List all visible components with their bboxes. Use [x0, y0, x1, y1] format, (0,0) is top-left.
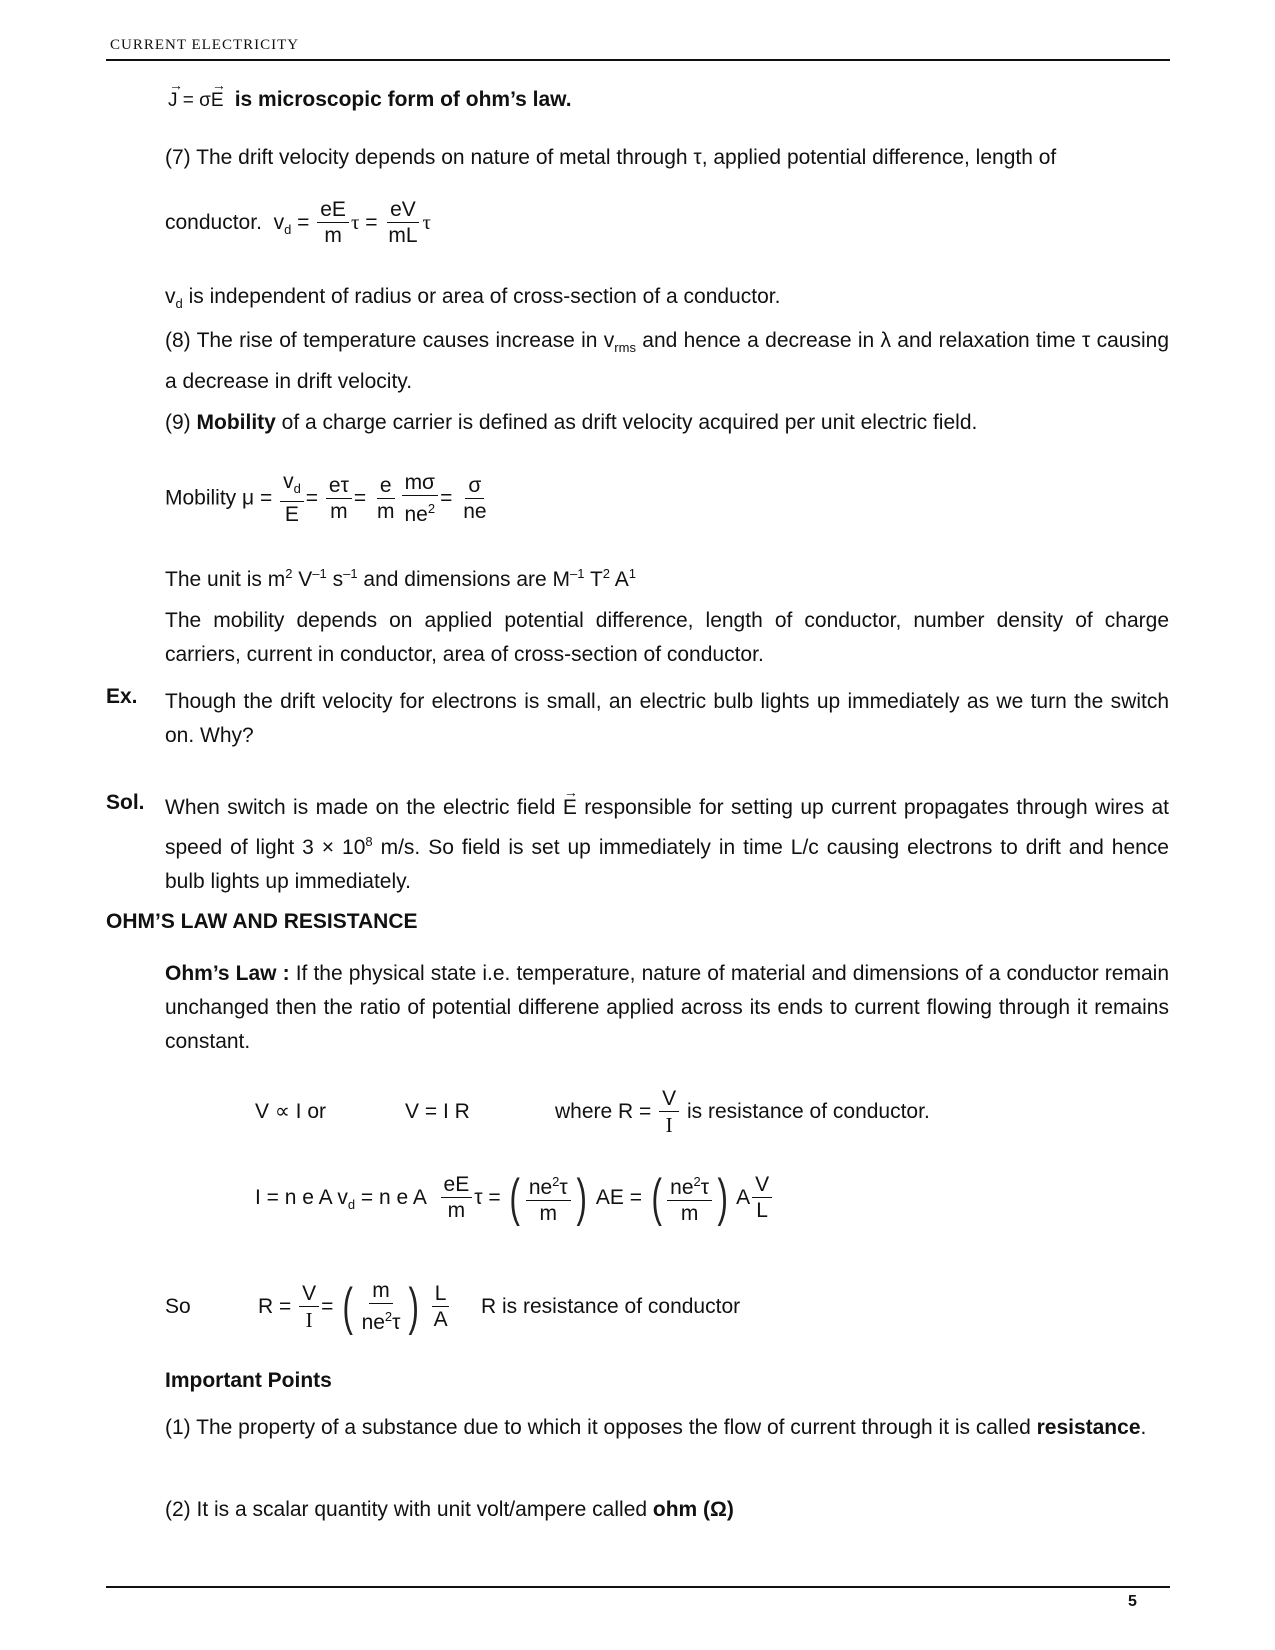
fraction-V-L	[752, 1173, 772, 1224]
example-label: Ex.	[106, 685, 138, 708]
left-paren: (	[342, 1278, 354, 1337]
dimension-sup: 1	[628, 566, 636, 581]
frac-num	[280, 470, 304, 502]
formula-j-sigma-e	[168, 90, 229, 111]
important-points-heading: Important Points	[165, 1369, 332, 1392]
current-equation	[255, 1168, 774, 1235]
dimension-sup: –1	[570, 566, 585, 581]
point-8-post: and hence a decrease in λ and relaxation time τ causing a decrease in drift velocity.	[165, 329, 1169, 394]
so-label: So	[165, 1295, 191, 1318]
solution-post: m/s. So field is set up immediately in time L/c causing electrons to drift and hence bulb lights up immediately.	[165, 836, 1169, 893]
left-paren: (	[509, 1169, 521, 1228]
tau-symbol: τ	[350, 210, 360, 234]
ae-equals: AE =	[595, 1186, 642, 1209]
ohm-relation	[255, 1086, 326, 1138]
dimension-sup: 2	[602, 566, 611, 581]
point-9-post: of a charge carrier is defined as drift velocity acquired per unit electric field.	[275, 411, 978, 434]
ohms-law-definition	[165, 957, 1169, 1059]
vd-note-text: is independent of radius or area of cross-section of a conductor.	[182, 285, 781, 308]
unit-sup: –1	[343, 566, 358, 581]
fraction-etau-m	[326, 474, 352, 525]
where-text: where R =	[555, 1100, 652, 1123]
mobility-lead: Mobility μ =	[165, 486, 273, 510]
fraction-eV-mL	[385, 198, 420, 249]
running-header: CURRENT ELECTRICITY	[110, 37, 300, 53]
dimension-text: A	[610, 568, 629, 591]
section-heading: OHM’S LAW AND RESISTANCE	[106, 910, 418, 933]
ohm-equation	[405, 1086, 470, 1138]
exponent-sup: 8	[365, 834, 373, 849]
point-7-text: (7) The drift velocity depends on nature of metal through τ, applied potential difference, length of	[165, 146, 1057, 169]
header-rule	[106, 59, 1170, 61]
drift-velocity-formula: conductor. $v_d$ = $\frac{eE}{m}$ τ = $\frac{eV}{mL}$ τ	[165, 197, 431, 247]
frac-den	[402, 496, 439, 528]
important-point-2	[165, 1493, 734, 1527]
vector-e: → E	[563, 791, 577, 825]
vector-e: → E	[211, 84, 224, 118]
fraction-eE-m	[317, 198, 349, 249]
paren-group	[339, 1279, 423, 1336]
example-text: Though the drift velocity for electrons is small, an electric bulb lights up immediately as we turn the switch on. Why?	[165, 690, 1169, 747]
fraction-ne2tau-m	[526, 1170, 571, 1227]
a-symbol: A	[736, 1186, 751, 1209]
ohms-law-term: Ohm’s Law :	[165, 962, 290, 985]
frac-den: I	[665, 1112, 673, 1137]
unit-sup: –1	[312, 566, 327, 581]
microscopic-ohm-law	[168, 83, 572, 118]
frac-num	[667, 1170, 712, 1201]
vd-independence-note	[165, 280, 780, 321]
footer-rule	[106, 1586, 1170, 1588]
solution-pre: When switch is made on the electric field	[165, 796, 563, 819]
mobility-term: Mobility	[196, 411, 276, 434]
fraction-eE-m	[441, 1173, 473, 1224]
current-lead: I = n e A v	[255, 1186, 348, 1209]
mobility-depends-text: The mobility depends on applied potential difference, length of conductor, number density of charge carriers, current in conductor, area of cross-section of conductor.	[165, 609, 1169, 666]
unit-text: The unit is m	[165, 568, 286, 591]
ne-text: ne	[528, 1175, 553, 1199]
equals-sign: =	[321, 1295, 334, 1318]
fraction-e-m	[374, 474, 398, 525]
dimension-text: and dimensions are M	[357, 568, 571, 591]
frac-num: m	[369, 1279, 393, 1304]
fraction-vd-E	[280, 470, 304, 528]
resistance-term: resistance	[1036, 1416, 1141, 1439]
d-sub: d	[347, 1197, 356, 1213]
tau-symbol: τ	[700, 1175, 710, 1199]
frac-den: mL	[388, 223, 418, 247]
period: .	[1140, 1416, 1147, 1439]
paren-group-1	[506, 1170, 590, 1227]
frac-num: mσ	[402, 471, 438, 496]
frac-den	[359, 1304, 404, 1336]
important-point-1	[165, 1411, 1169, 1445]
vd-symbol: v	[165, 285, 176, 308]
sq-sup: 2	[427, 500, 436, 516]
tau-symbol: τ	[392, 1310, 401, 1334]
eq-sigma: = σ	[177, 90, 211, 111]
frac-num: e	[377, 474, 395, 499]
frac-num: V	[659, 1087, 679, 1112]
frac-num: eτ	[326, 474, 352, 499]
frac-num	[526, 1170, 571, 1201]
frac-num: eE	[317, 198, 349, 223]
ohm-unit-term: ohm (Ω)	[652, 1498, 734, 1521]
frac-den: A	[433, 1307, 448, 1331]
fraction-ne2tau-m	[667, 1170, 712, 1227]
frac-den: m	[447, 1198, 466, 1222]
vd-sub: d	[284, 222, 292, 238]
frac-num: σ	[465, 474, 484, 499]
frac-den: ne	[463, 499, 487, 523]
v-equals-ir: V = I R	[405, 1100, 470, 1123]
frac-den: I	[305, 1307, 313, 1332]
paren-group-2	[648, 1170, 732, 1227]
frac-num: V	[752, 1173, 772, 1198]
frac-num: L	[432, 1282, 450, 1307]
fraction-sigma-ne	[460, 474, 489, 525]
unit-sup: 2	[285, 566, 293, 581]
tau-symbol: τ	[559, 1175, 568, 1199]
point-1-text: (1) The property of a substance due to which it opposes the flow of current through it is called	[165, 1416, 1037, 1439]
frac-num: eV	[387, 198, 419, 223]
fraction-msigma-ne2	[402, 471, 439, 528]
frac-den: L	[756, 1198, 768, 1222]
right-paren: )	[408, 1278, 420, 1337]
frac-den: m	[539, 1201, 557, 1225]
frac-den: m	[324, 223, 342, 247]
fraction-m-ne2tau	[359, 1279, 404, 1336]
solution-mid: responsible for setting up current propagates through wires at speed of light 3 × 10	[165, 796, 1170, 859]
microscopic-ohm-law-text: is microscopic form of ohm’s law.	[234, 88, 572, 111]
frac-num: V	[299, 1282, 319, 1307]
mobility-unit-line	[165, 557, 636, 597]
unit-text: s	[326, 568, 344, 591]
resistance-definition	[555, 1086, 930, 1138]
point-2-text: (2) It is a scalar quantity with unit volt/ampere called	[165, 1498, 653, 1521]
left-paren: (	[651, 1169, 662, 1228]
vector-j: → J	[168, 84, 178, 118]
proportional-relation: V ∝ I or	[255, 1100, 327, 1123]
d-sub: d	[293, 481, 301, 497]
sq-sup: 2	[384, 1308, 393, 1324]
point-9-pre: (9)	[165, 411, 197, 434]
resistance-tail: is resistance of conductor.	[681, 1100, 930, 1123]
solution-text	[165, 791, 1169, 899]
sq-sup: 2	[693, 1173, 701, 1189]
v-symbol: v	[283, 470, 294, 493]
fraction-L-A	[431, 1282, 451, 1333]
unit-text: V	[292, 568, 313, 591]
point-8-pre: (8) The rise of temperature causes increase in v	[165, 329, 615, 352]
point-9	[165, 406, 1169, 440]
resistance-caption: R is resistance of conductor	[481, 1295, 741, 1318]
vrms-sub: rms	[614, 340, 636, 356]
right-paren: )	[576, 1169, 587, 1228]
ne-text: ne	[361, 1310, 385, 1334]
frac-den: E	[284, 503, 299, 527]
frac-den: m	[680, 1201, 699, 1225]
frac-den: m	[377, 499, 395, 523]
sq-sup: 2	[552, 1173, 560, 1189]
r-equals: R =	[258, 1295, 292, 1318]
mobility-formula: Mobility μ = $\frac{v_d}{E}$ = $\frac{e\tau}{m}$ = $\frac{e}{m}$ $\frac{m\sigma}{ne^2}$ = $\frac{\sigma}{ne}$	[165, 470, 492, 528]
fraction-V-I	[659, 1087, 679, 1138]
dimension-text: T	[584, 568, 603, 591]
vd-sub: d	[175, 296, 183, 312]
ohms-law-text: If the physical state i.e. temperature, nature of material and dimensions of a conductor remain unchanged then the ratio of potential differene applied across its ends to current flowing through it remains constant.	[165, 962, 1169, 1053]
page-number: 5	[1128, 1593, 1137, 1610]
vd-symbol: v	[273, 211, 285, 234]
frac-den: m	[330, 499, 348, 523]
fraction-V-I	[299, 1282, 319, 1333]
point-8	[165, 324, 1169, 399]
ne-text: ne	[404, 502, 428, 526]
resistance-equation	[258, 1277, 453, 1337]
tau-equals: τ =	[474, 1186, 501, 1209]
solution-label: Sol.	[106, 791, 145, 814]
tau-symbol: τ	[422, 210, 431, 234]
right-paren: )	[717, 1169, 728, 1228]
point-7-lead: conductor.	[165, 211, 262, 234]
ne-text: ne	[670, 1175, 694, 1199]
current-mid: = n e A	[355, 1186, 427, 1209]
frac-num: eE	[441, 1173, 473, 1198]
